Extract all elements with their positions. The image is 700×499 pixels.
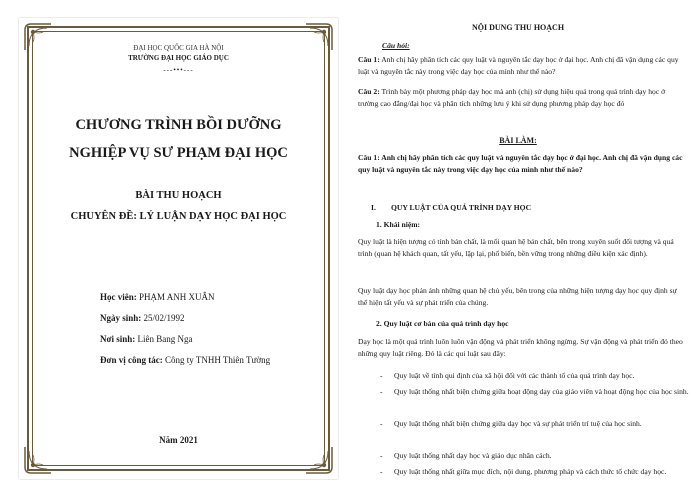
list-item: - Quy luật về tính qui định của xã hội đối với các thành tố của quá trình dạy học. [380,371,635,380]
answer-heading: BÀI LÀM: [499,136,537,145]
list-item-text: Quy luật thống nhất giữa mục đích, nội dung, phương pháp và cách thức tổ chức dạy học. [394,467,667,476]
workplace-value: Công ty TNHH Thiên Tường [164,355,271,365]
list-item-text: Quy luật thống nhất biện chứng giữa dạy học và sự phát triển trí tuệ của học sinh. [394,419,642,428]
corner-ornament-icon [304,445,334,475]
section-title: QUY LUẬT CỦA QUÁ TRÌNH DẠY HỌC [391,203,532,212]
student-label: Học viên: [100,292,137,302]
cover-page [19,18,338,479]
list-item: - Quy luật thống nhất biện chứng giữa dạy học và sự phát triển trí tuệ của học sinh. [380,419,642,428]
list-item: - Quy luật thống nhất biện chứng giữa hoạt động dạy của giáo viên và hoạt động học của học sinh. [380,387,689,396]
corner-ornament-icon [23,445,53,475]
question-1-label: Câu 1: [358,55,380,64]
questions-heading: Câu hỏi: [382,41,410,50]
subheading-concept: 1. Khái niệm: [376,220,421,229]
list-item-text: Quy luật về tính qui định của xã hội đối với các thành tố của quá trình dạy học. [394,371,635,380]
section-heading [371,202,697,214]
question-2-text: Trình bày một phương pháp dạy học mà anh (chị) sử dụng hiệu quả trong quá trình dạy học ở trường cao đẳng/đại học và phân tích những lưu ý khi sử dụng phương pháp dạy học đó [358,87,666,109]
question-2-label: Câu 2: [358,87,380,96]
section-number: I. [371,203,376,212]
list-item-text: Quy luật thống nhất dạy học và giáo dục nhân cách. [394,451,552,460]
list-item-text: Quy luật thống nhất biện chứng giữa hoạt động dạy của giáo viên và hoạt động học của học sinh. [394,387,689,396]
content-page [348,0,688,499]
question-2 [358,86,684,111]
student-info [100,292,215,302]
content-title: NỘI DUNG THU HOẠCH [471,23,565,32]
paragraph-definition: Quy luật là hiện tượng có tính bản chất, là mối quan hệ bản chất, bên trong xuyên suốt đối tượng và quá trình (quan hệ khách quan, tất yếu, lặp lại, phổ biến, bền vững trong những điều kiện xác định). [358,237,674,259]
birthplace-label: Nơi sinh: [100,334,136,344]
question-1 [358,54,684,79]
birthplace-value: Liên Bang Nga [137,334,193,344]
paragraph-process: Dạy học là một quá trình luôn luôn vận động và phát triển không ngừng. Sự vận động và phát triển đó theo những quy luật riêng. Đó là các qui luật sau đây: [358,337,683,359]
cover-year: Năm 2021 [159,435,198,445]
answer-question-1: Câu 1: Anh chị hãy phân tích các quy luật và nguyên tắc dạy học ở đại học. Anh chị đã vận dụng các quy luật và nguyên tắc này trong việc dạy học của mình như thế nào? [358,153,683,175]
list-item: - Quy luật thống nhất giữa mục đích, nội dung, phương pháp và cách thức tổ chức dạy học. [380,467,667,476]
birthplace-info [100,334,192,344]
faculty-name: TRƯỜNG ĐẠI HỌC GIÁO DỤC [128,54,229,62]
workplace-info [100,355,270,365]
dob-info [100,313,185,323]
topic-title: CHUYÊN ĐỀ: LÝ LUẬN DẠY HỌC ĐẠI HỌC [70,211,287,222]
program-title-line2: NGHIỆP VỤ SƯ PHẠM ĐẠI HỌC [69,145,288,161]
program-title-line1: CHƯƠNG TRÌNH BỒI DƯỠNG [75,117,282,133]
dob-value: 25/02/1992 [143,313,185,323]
report-title: BÀI THU HOẠCH [135,190,222,201]
subheading-basic-laws: 2. Quy luật cơ bản của quá trình dạy học [376,319,509,328]
paragraph-teaching-law: Quy luật dạy học phản ánh những quan hệ chủ yếu, bên trong của những hiện tượng dạy học quy định sự thể hiện tất yếu và sự phát triển của chúng. [358,286,677,308]
dob-label: Ngày sinh: [100,313,142,323]
workplace-label: Đơn vị công tác: [100,355,163,365]
cover-border-inner [32,31,325,466]
student-value: PHẠM ANH XUÂN [139,292,215,302]
list-item: - Quy luật thống nhất dạy học và giáo dục nhân cách. [380,451,552,460]
question-1-text: Anh chị hãy phân tích các quy luật và nguyên tắc dạy học ở đại học. Anh chị đã vận dụng các quy luật và nguyên tắc này trong việc dạy học của mình như thế nào? [358,55,679,77]
university-name: ĐẠI HỌC QUỐC GIA HÀ NỘI [133,44,224,52]
cover-divider: ---•••--- [163,66,194,74]
